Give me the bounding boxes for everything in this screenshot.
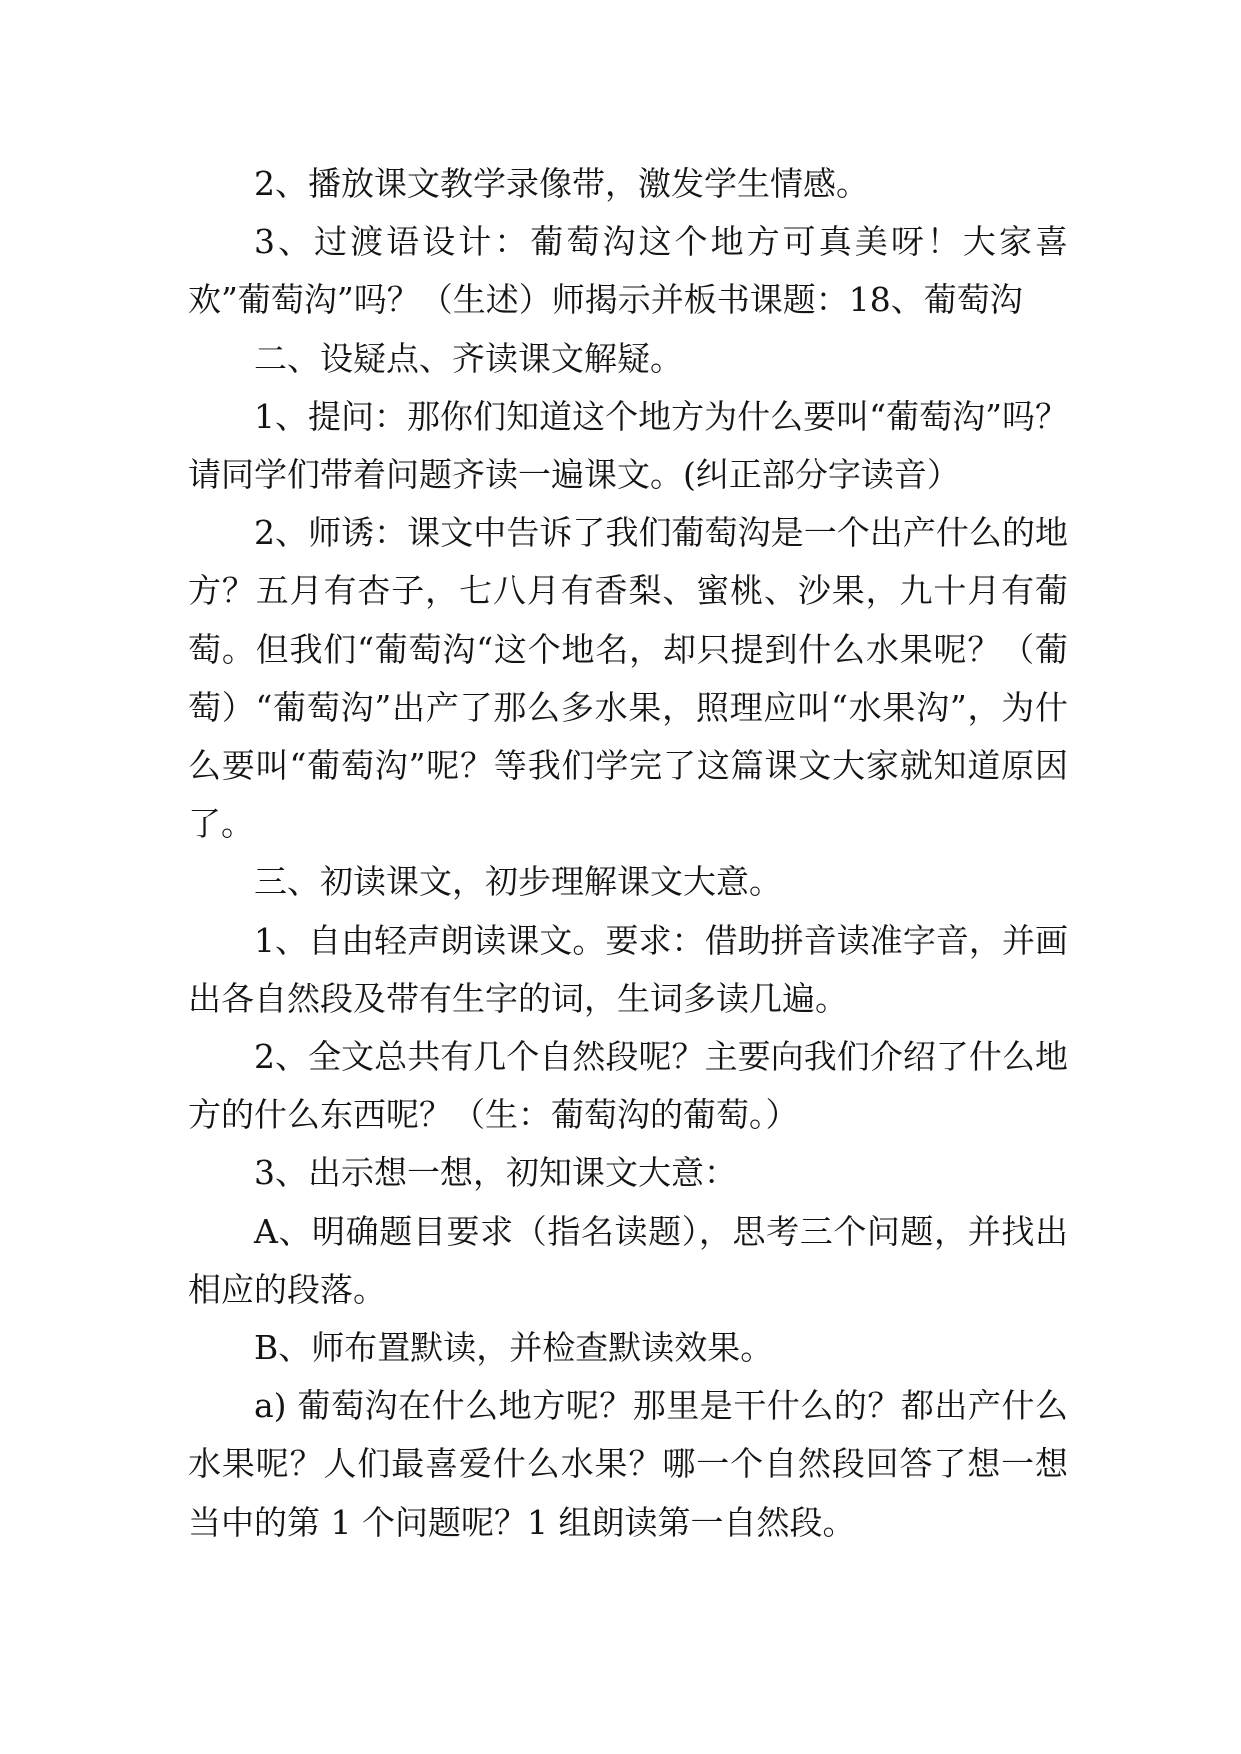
- paragraph-10: a) 葡萄沟在什么地方呢？那里是干什么的？都出产什么水果呢？人们最喜爱什么水果？哪一个自然段回答了想一想当中的第 1 个问题呢？1 组朗读第一自然段。: [188, 1386, 1068, 1542]
- paragraph-2: 3、过渡语设计：葡萄沟这个地方可真美呀！大家喜欢”葡萄沟”吗？（生述）师揭示并板书课题：18、葡萄沟: [188, 222, 1068, 320]
- section-heading-3: 三、初读课文，初步理解课文大意。: [254, 862, 782, 902]
- document-body: [188, 155, 1068, 1552]
- paragraph-3: 1、提问：那你们知道这个地方为什么要叫“葡萄沟”吗？请同学们带着问题齐读一遍课文。(纠正部分字读音）: [188, 396, 1068, 495]
- paragraph-9: B、师布置默读，并检查默读效果。: [254, 1328, 774, 1368]
- paragraph-4: 2、师诱：课文中告诉了我们葡萄沟是一个出产什么的地方？五月有杏子，七八月有香梨、蜜桃、沙果，九十月有葡萄。但我们“葡萄沟“这个地名，却只提到什么水果呢？（葡萄）“葡萄沟”出产了那么多水果，照理应叫“水果沟”，为什么要叫“葡萄沟”呢？等我们学完了这篇课文大家就知道原因了。: [188, 513, 1068, 844]
- paragraph-7: 3、出示想一想，初知课文大意：: [254, 1153, 737, 1193]
- paragraph-1: 2、播放课文教学录像带，激发学生情感。: [254, 164, 869, 203]
- paragraph-6: 2、全文总共有几个自然段呢？主要向我们介绍了什么地方的什么东西呢？（生：葡萄沟的葡萄。）: [188, 1037, 1068, 1135]
- paragraph-8: A、明确题目要求（指名读题），思考三个问题，并找出相应的段落。: [188, 1211, 1068, 1309]
- paragraph-5: 1、自由轻声朗读课文。要求：借助拼音读准字音，并画出各自然段及带有生字的词，生词多读几遍。: [188, 920, 1068, 1018]
- section-heading-2: 二、设疑点、齐读课文解疑。: [254, 338, 683, 378]
